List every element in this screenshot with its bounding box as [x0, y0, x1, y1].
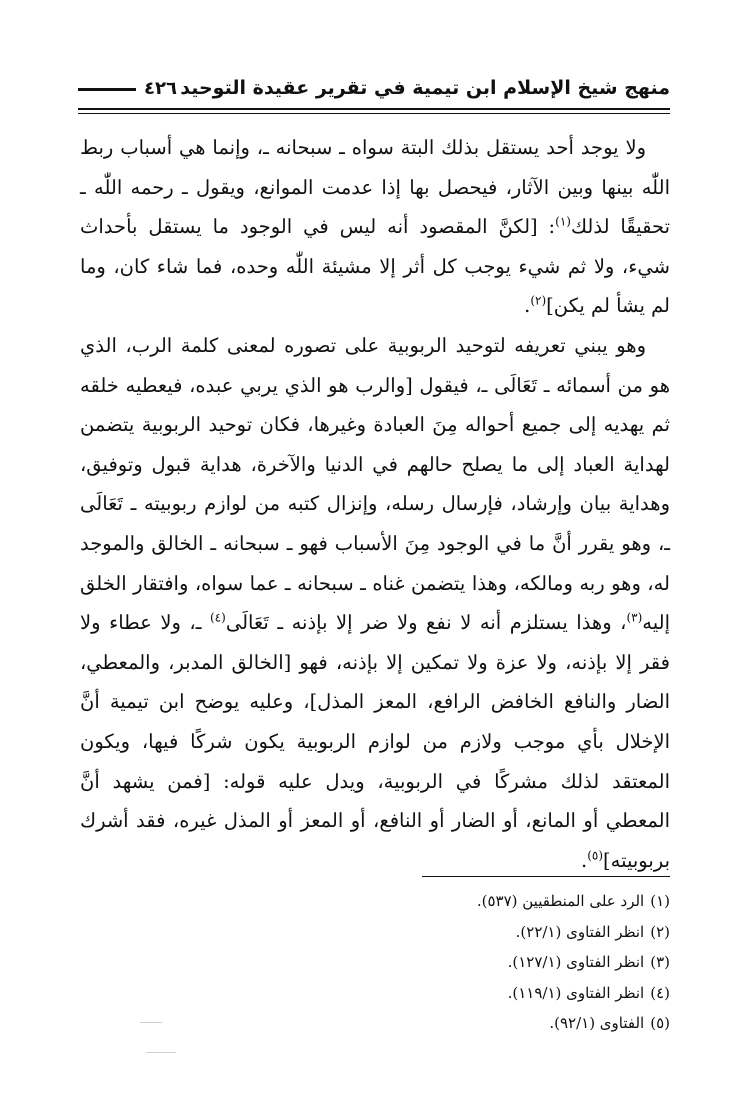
footnote-4 — [170, 978, 670, 1009]
footnote-separator — [422, 876, 670, 877]
footnote-ref-5[interactable]: (٥) — [587, 848, 604, 863]
footnote-ref-4[interactable]: (٤) — [209, 610, 226, 625]
footnote-text: انظر الفتاوى (٢٢/١). — [515, 922, 645, 941]
running-header — [78, 76, 670, 106]
paragraph-2-text-d: . — [581, 848, 588, 872]
header-dash — [78, 88, 136, 91]
footnote-number: (٢) — [650, 922, 670, 941]
body-text — [80, 128, 670, 880]
footnote-text: الفتاوى (٩٢/١). — [549, 1014, 645, 1033]
footnote-text: انظر الفتاوى (١٢٧/١). — [507, 953, 645, 972]
paragraph-2-text-c: ـ، ولا عطاء ولا فقر إلا بإذنه، ولا عزة ولا تمكين إلا بإذنه، فهو [الخالق المدبر، والمعطي، الضار والنافع الخافض الرافع، المعز المذل]، وعليه يوضح ابن تيمية أنَّ الإخلال بأي موجب ولازم من لوازم الربوبية يكون شركًا فيها، ويكون المعتقد لذلك مشركًا في الربوبية، ويدل عليه قوله: [فمن يشهد أنَّ المعطي أو المانع، أو الضار أو النافع، أو المعز أو المذل غيره، فقد أشرك بربوبيته] — [80, 611, 670, 872]
paragraph-2-text-b: ، وهذا يستلزم أنه لا نفع ولا ضر إلا بإذنه ـ تَعَالَى — [225, 611, 627, 635]
footnote-number: (٣) — [650, 953, 670, 972]
paragraph-1-text-b: : [لكنَّ المقصود أنه ليس في الوجود ما يستقل بأحداث شيء، ولا ثم شيء يوجب كل أثر إلا مشيئة اللّٰه وحده، فما شاء كان، وما لم يشأ لم يكن] — [80, 215, 670, 318]
paragraph-1 — [80, 128, 670, 326]
footnote-number: (١) — [650, 892, 670, 910]
scan-artifact — [140, 1022, 162, 1023]
footnote-ref-3[interactable]: (٣) — [626, 610, 643, 625]
book-title: منهج شيخ الإسلام ابن تيمية في تقرير عقيدة التوحيد — [180, 77, 670, 99]
paragraph-2-text-a: وهو يبني تعريفه لتوحيد الربوبية على تصوره لمعنى كلمة الرب، الذي هو من أسمائه ـ تَعَالَى ـ، فيقول [والرب هو الذي يربي عبده، فيعطيه خلقه ثم يهديه إلى جميع أحواله مِنَ العبادة وغيرها، فكان توحيد الربوبية يتضمن لهداية العباد إلى ما يصلح حالهم في الدنيا والآخرة، هداية قبول وتوفيق، وهداية بيان وإرشاد، فإرسال رسله، وإنزال كتبه من لوازم ربوبيته ـ تَعَالَى ـ، وهو يقرر أنَّ ما في الوجود مِنَ الأسباب فهو ـ سبحانه ـ الخالق والموجد له، وهو ربه ومالكه، وهذا يتضمن غناه ـ سبحانه ـ عما سواه، وافتقار الخلق إليه — [80, 333, 670, 635]
header-rule — [78, 108, 670, 110]
footnote-ref-2[interactable]: (٢) — [530, 293, 547, 308]
header-rule-thin — [78, 113, 670, 114]
footnotes — [170, 886, 670, 1039]
footnote-ref-1[interactable]: (١) — [555, 214, 571, 229]
paragraph-2 — [80, 326, 670, 880]
paragraph-1-text-c: . — [524, 294, 531, 318]
footnote-text: انظر الفتاوى (١١٩/١). — [507, 983, 645, 1002]
paragraph-1-text-a: ولا يوجد أحد يستقل بذلك البتة سواه ـ سبحانه ـ، وإنما هي أسباب ربط اللّٰه بينها وبين الآثار، فيحصل بها إذا عدمت الموانع، ويقول ـ رحمه اللّٰه ـ تحقيقًا لذلك — [80, 136, 670, 239]
scan-artifact — [146, 1052, 176, 1053]
page-number: ٤٢٦ — [144, 78, 177, 99]
footnote-1 — [170, 886, 670, 917]
footnote-2 — [170, 917, 670, 948]
footnote-number: (٥) — [650, 1014, 670, 1033]
footnote-text: الرد على المنطقيين (٥٣٧). — [476, 892, 645, 910]
footnote-number: (٤) — [650, 983, 670, 1002]
footnote-3 — [170, 947, 670, 978]
footnote-5 — [170, 1008, 670, 1039]
